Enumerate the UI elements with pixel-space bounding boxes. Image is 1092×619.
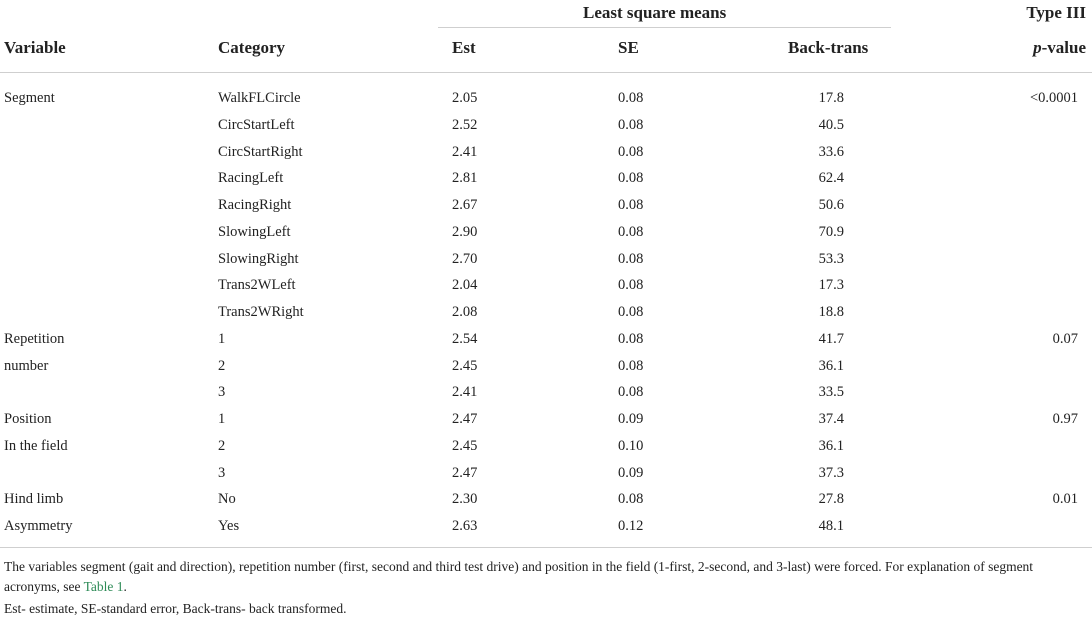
back-trans-cell: 36.1 xyxy=(818,358,844,374)
header-bottom-rule xyxy=(0,72,1092,73)
back-trans-cell: 17.8 xyxy=(818,90,844,106)
category-cell: 3 xyxy=(218,384,226,400)
se-cell: 0.08 xyxy=(618,277,644,293)
back-trans-cell: 53.3 xyxy=(818,251,844,267)
variable-cell: Hind limb xyxy=(4,491,64,507)
footnote-line-2: Est- estimate, SE-standard error, Back-trans- back transformed. xyxy=(4,601,347,616)
se-cell: 0.08 xyxy=(618,224,644,240)
se-cell: 0.08 xyxy=(618,331,644,347)
se-cell: 0.08 xyxy=(618,170,644,186)
est-cell: 2.70 xyxy=(452,251,478,267)
est-cell: 2.45 xyxy=(452,438,478,454)
se-cell: 0.09 xyxy=(618,411,644,427)
se-cell: 0.12 xyxy=(618,518,644,534)
est-cell: 2.30 xyxy=(452,491,478,507)
category-cell: 1 xyxy=(218,411,226,427)
est-cell: 2.41 xyxy=(452,384,478,400)
back-trans-cell: 48.1 xyxy=(818,518,844,534)
category-cell: 3 xyxy=(218,465,226,481)
se-cell: 0.10 xyxy=(618,438,644,454)
est-cell: 2.54 xyxy=(452,331,478,347)
category-cell: WalkFLCircle xyxy=(218,90,301,106)
header-p-rest: -value xyxy=(1041,38,1086,57)
category-cell: RacingRight xyxy=(218,197,292,213)
category-cell: 2 xyxy=(218,438,226,454)
category-cell: CircStartLeft xyxy=(218,117,295,133)
est-cell: 2.63 xyxy=(452,518,478,534)
header-group-rule xyxy=(438,27,891,28)
header-est: Est xyxy=(452,38,476,57)
back-trans-cell: 37.4 xyxy=(818,411,844,427)
back-trans-cell: 62.4 xyxy=(818,170,844,186)
category-cell: SlowingRight xyxy=(218,251,299,267)
est-cell: 2.45 xyxy=(452,358,478,374)
category-cell: Trans2WLeft xyxy=(218,277,296,293)
header-back-trans: Back-trans xyxy=(788,38,869,57)
back-trans-cell: 41.7 xyxy=(818,331,844,347)
variable-cell: Segment xyxy=(4,90,55,106)
category-cell: 1 xyxy=(218,331,226,347)
est-cell: 2.08 xyxy=(452,304,478,320)
category-cell: CircStartRight xyxy=(218,144,303,160)
est-cell: 2.05 xyxy=(452,90,478,106)
p-value-cell: 0.01 xyxy=(1052,491,1078,507)
category-cell: SlowingLeft xyxy=(218,224,291,240)
header-variable: Variable xyxy=(4,38,66,57)
back-trans-cell: 40.5 xyxy=(818,117,844,133)
category-cell: Trans2WRight xyxy=(218,304,304,320)
back-trans-cell: 50.6 xyxy=(818,197,844,213)
category-cell: 2 xyxy=(218,358,226,374)
header-group-least-square-means: Least square means xyxy=(583,3,727,22)
variable-cell: Repetition xyxy=(4,331,65,347)
back-trans-cell: 27.8 xyxy=(818,491,844,507)
back-trans-cell: 33.5 xyxy=(818,384,844,400)
se-cell: 0.08 xyxy=(618,491,644,507)
back-trans-cell: 37.3 xyxy=(818,465,844,481)
header-category: Category xyxy=(218,38,286,57)
est-cell: 2.52 xyxy=(452,117,478,133)
footnote-line-1 xyxy=(4,557,1088,597)
est-cell: 2.67 xyxy=(452,197,478,213)
se-cell: 0.08 xyxy=(618,251,644,267)
back-trans-cell: 70.9 xyxy=(818,224,844,240)
variable-cell: Asymmetry xyxy=(4,518,73,534)
category-cell: RacingLeft xyxy=(218,170,284,186)
back-trans-cell: 36.1 xyxy=(818,438,844,454)
table-bottom-rule xyxy=(0,547,1092,548)
est-cell: 2.41 xyxy=(452,144,478,160)
back-trans-cell: 17.3 xyxy=(818,277,844,293)
table-1-link[interactable]: Table 1 xyxy=(83,579,124,594)
se-cell: 0.08 xyxy=(618,197,644,213)
se-cell: 0.08 xyxy=(618,384,644,400)
se-cell: 0.09 xyxy=(618,465,644,481)
variable-cell: number xyxy=(4,358,49,374)
back-trans-cell: 33.6 xyxy=(818,144,844,160)
footnote-text: The variables segment (gait and direction), repetition number (first, second and third test drive) and position in the field (1-first, 2-second, and 3-last) were forced. For explanation of segment acronyms, see xyxy=(4,559,1034,594)
header-p-value xyxy=(1033,38,1086,58)
footnote-period: . xyxy=(123,579,127,594)
est-cell: 2.90 xyxy=(452,224,478,240)
header-p-italic: p xyxy=(1033,38,1042,57)
se-cell: 0.08 xyxy=(618,90,644,106)
variable-cell: In the field xyxy=(4,438,68,454)
p-value-cell: 0.07 xyxy=(1052,331,1078,347)
se-cell: 0.08 xyxy=(618,144,644,160)
se-cell: 0.08 xyxy=(618,117,644,133)
header-se: SE xyxy=(618,38,639,57)
table-footnote xyxy=(4,557,1088,619)
est-cell: 2.04 xyxy=(452,277,478,293)
est-cell: 2.47 xyxy=(452,411,478,427)
est-cell: 2.47 xyxy=(452,465,478,481)
header-type-iii: Type III xyxy=(1026,3,1086,22)
p-value-cell: <0.0001 xyxy=(1029,90,1078,106)
se-cell: 0.08 xyxy=(618,304,644,320)
se-cell: 0.08 xyxy=(618,358,644,374)
p-value-cell: 0.97 xyxy=(1052,411,1078,427)
est-cell: 2.81 xyxy=(452,170,478,186)
category-cell: No xyxy=(218,491,236,507)
category-cell: Yes xyxy=(218,518,240,534)
back-trans-cell: 18.8 xyxy=(818,304,844,320)
variable-cell: Position xyxy=(4,411,52,427)
